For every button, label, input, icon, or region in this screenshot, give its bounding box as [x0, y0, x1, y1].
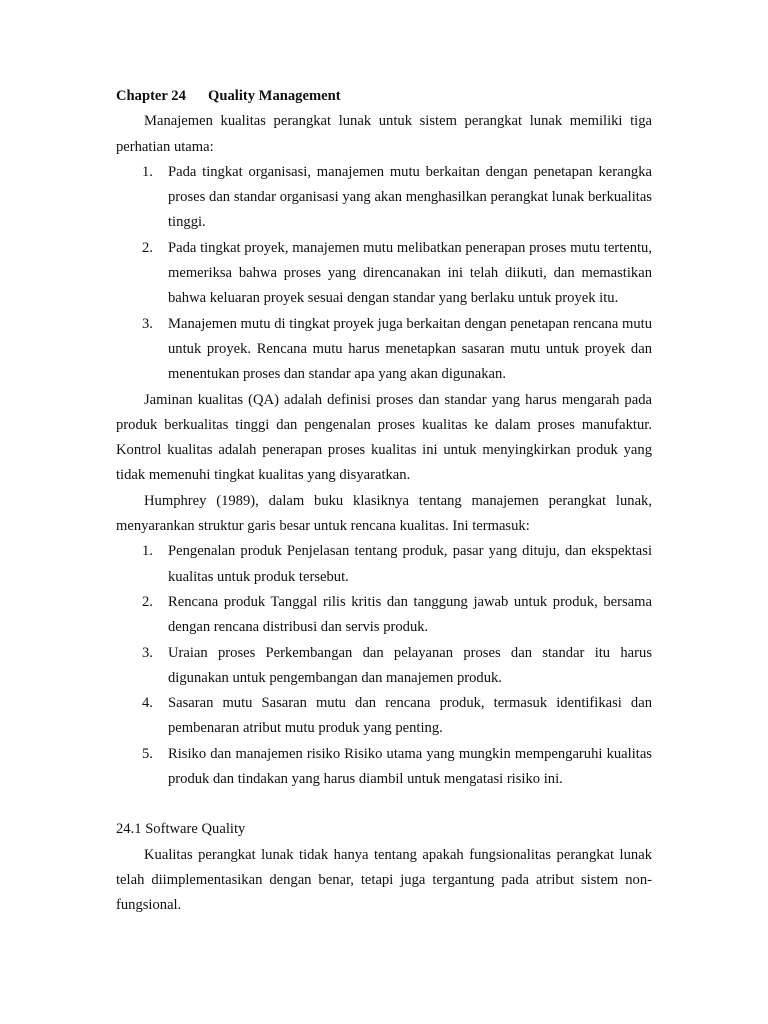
- list-number: 3.: [142, 644, 153, 661]
- quality-plan-list: [116, 539, 652, 792]
- list-item-text: Risiko dan manajemen risiko Risiko utama yang mungkin mempengaruhi kualitas produk dan tindakan yang harus diambil untuk mengatasi risiko ini.: [168, 745, 652, 788]
- document-page: [116, 84, 652, 919]
- chapter-number: Chapter 24: [116, 88, 186, 104]
- list-item: [116, 539, 652, 590]
- concerns-list: [116, 160, 652, 388]
- list-item: [116, 236, 652, 312]
- list-number: 1.: [142, 543, 153, 560]
- section-title: 24.1 Software Quality: [116, 821, 246, 838]
- list-item: [116, 641, 652, 692]
- list-number: 4.: [142, 695, 153, 712]
- list-item-text: Uraian proses Perkembangan dan pelayanan proses dan standar itu harus digunakan untuk pengembangan dan manajemen produk.: [168, 644, 652, 686]
- chapter-title: Quality Management: [208, 88, 341, 104]
- chapter-heading: [116, 84, 652, 109]
- list-item: [116, 590, 652, 641]
- section-paragraph: Kualitas perangkat lunak tidak hanya tentang apakah fungsionalitas perangkat lunak telah diimplementasikan dengan benar, tetapi juga tergantung pada atribut sistem non-fungsional.: [116, 846, 652, 914]
- list-item: [116, 160, 652, 236]
- list-item-text: Manajemen mutu di tingkat proyek juga berkaitan dengan penetapan rencana mutu untuk proyek. Rencana mutu harus menetapkan sasaran mutu untuk proyek dan menentukan proses dan standar apa yang akan digunakan.: [168, 315, 652, 383]
- list-item-text: Sasaran mutu Sasaran mutu dan rencana produk, termasuk identifikasi dan pembenaran atribut mutu produk yang penting.: [168, 695, 652, 737]
- list-item-text: Pengenalan produk Penjelasan tentang produk, pasar yang dituju, dan ekspektasi kualitas untuk produk tersebut.: [168, 543, 652, 585]
- list-item: [116, 742, 652, 793]
- list-number: 1.: [142, 163, 153, 180]
- list-item: [116, 691, 652, 742]
- list-number: 2.: [142, 239, 153, 256]
- humphrey-paragraph: Humphrey (1989), dalam buku klasiknya tentang manajemen perangkat lunak, menyarankan struktur garis besar untuk rencana kualitas. Ini termasuk:: [116, 492, 652, 535]
- list-number: 5.: [142, 745, 153, 762]
- intro-paragraph: Manajemen kualitas perangkat lunak untuk sistem perangkat lunak memiliki tiga perhatian utama:: [116, 113, 652, 155]
- list-number: 2.: [142, 593, 153, 610]
- list-item-text: Pada tingkat organisasi, manajemen mutu berkaitan dengan penetapan kerangka proses dan standar organisasi yang akan menghasilkan perangkat lunak berkualitas tinggi.: [168, 163, 652, 231]
- list-item-text: Rencana produk Tanggal rilis kritis dan tanggung jawab untuk produk, bersama dengan rencana distribusi dan servis produk.: [168, 593, 652, 636]
- list-number: 3.: [142, 315, 153, 332]
- list-item: [116, 312, 652, 388]
- list-item-text: Pada tingkat proyek, manajemen mutu melibatkan penerapan proses mutu tertentu, memeriksa bahwa proses yang direncanakan ini telah diikuti, dan memastikan bahwa keluaran proyek sesuai dengan standar yang berlaku untuk proyek itu.: [168, 239, 652, 307]
- qa-paragraph: Jaminan kualitas (QA) adalah definisi proses dan standar yang harus mengarah pada produk berkualitas tinggi dan pengenalan proses kualitas ke dalam proses manufaktur. Kontrol kualitas adalah penerapan proses kualitas ini untuk menyingkirkan produk yang tidak memenuhi tingkat kualitas yang disyaratkan.: [116, 391, 652, 484]
